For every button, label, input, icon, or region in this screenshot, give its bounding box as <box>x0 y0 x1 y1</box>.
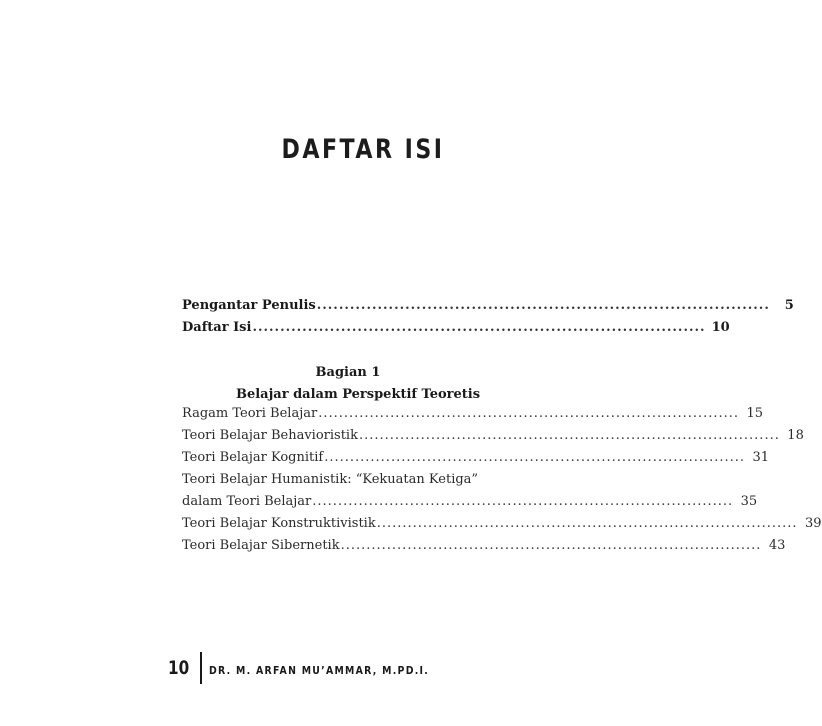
toc-entry-pengantar-penulis[interactable] <box>182 298 794 320</box>
toc-leader-dots: .................................................................................. <box>324 450 746 465</box>
toc-entry-daftar-isi[interactable] <box>182 320 730 342</box>
toc-leader-dots: .................................................................................. <box>252 320 706 335</box>
toc-entry-page: 5 <box>784 298 794 313</box>
toc-entry-page: 10 <box>711 320 730 335</box>
toc-entry-page: 18 <box>787 428 804 443</box>
toc-leader-dots: .................................................................................. <box>376 516 798 531</box>
footer-page-number: 10 <box>168 657 190 679</box>
page-title: DAFTAR ISI <box>281 134 445 165</box>
toc-entry-humanistik[interactable] <box>182 494 758 516</box>
footer-divider <box>200 652 202 684</box>
toc-entry-label: Pengantar Penulis <box>182 298 316 313</box>
toc-leader-dots: .................................................................................. <box>318 406 740 421</box>
toc-entry-sibernetik[interactable] <box>182 538 786 560</box>
toc-entry-label: Teori Belajar Sibernetik <box>182 538 340 553</box>
toc-entry-label: Ragam Teori Belajar <box>182 406 318 421</box>
toc-leader-dots: .................................................................................. <box>340 538 762 553</box>
footer-author: DR. M. ARFAN MU’AMMAR, M.PD.I. <box>209 664 430 677</box>
toc-entry-label: Teori Belajar Konstruktivistik <box>182 516 376 531</box>
toc-entry-page: 35 <box>740 494 758 509</box>
toc-entry-kognitif[interactable] <box>182 450 770 472</box>
toc-entry-page: 43 <box>768 538 786 553</box>
toc-leader-dots: .................................................................................. <box>312 494 734 509</box>
toc-leader-dots: .................................................................................. <box>358 428 780 443</box>
toc-entry-humanistik-line1[interactable]: Teori Belajar Humanistik: “Kekuatan Ketiga” <box>182 472 479 487</box>
toc-entry-konstruktivistik[interactable] <box>182 516 822 538</box>
toc-leader-dots: .................................................................................. <box>316 298 770 313</box>
part-heading: Bagian 1 <box>315 365 381 380</box>
toc-entry-label: Teori Belajar Behavioristik <box>182 428 358 443</box>
toc-entry-ragam-teori-belajar[interactable] <box>182 406 764 428</box>
toc-entry-page: 31 <box>752 450 770 465</box>
toc-entry-page: 15 <box>746 406 764 421</box>
toc-entry-page: 39 <box>805 516 822 531</box>
toc-entry-label: Teori Belajar Kognitif <box>182 450 324 465</box>
toc-entry-label: dalam Teori Belajar <box>182 494 312 509</box>
part-subheading: Belajar dalam Perspektif Teoretis <box>235 387 481 402</box>
toc-entry-behavioristik[interactable] <box>182 428 804 450</box>
toc-entry-label: Daftar Isi <box>182 320 252 335</box>
